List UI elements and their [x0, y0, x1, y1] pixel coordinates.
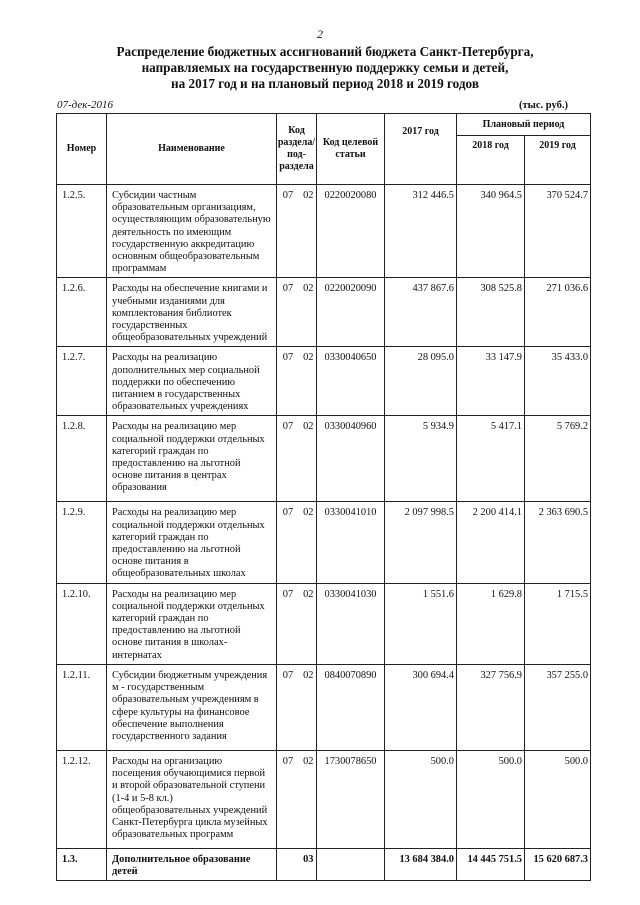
row-name: Расходы на реализацию мер социальной поддержки отдельных категорий граждан по предоставлению на льготной основе питания в центрах образования	[107, 416, 277, 502]
row-number: 1.2.11.	[57, 664, 107, 750]
row-name: Расходы на обеспечение книгами и учебными изданиями для комплектования библиотек государственных общеобразовательных учреждений	[107, 278, 277, 347]
section: 07	[282, 588, 294, 600]
table-row	[57, 583, 591, 664]
title-line-2: направляемых на государственную поддержку семьи и детей,	[141, 60, 509, 75]
row-value-2019: 271 036.6	[525, 278, 591, 347]
row-target-code: 0330040960	[317, 416, 385, 502]
header-section-code: Код раздела/ под-раздела	[277, 114, 317, 185]
header-2018: 2018 год	[457, 136, 525, 185]
row-value-2018: 1 629.8	[457, 583, 525, 664]
row-number: 1.2.9.	[57, 502, 107, 583]
subsection: 02	[303, 588, 314, 600]
row-value-2018: 327 756.9	[457, 664, 525, 750]
row-section-code	[277, 848, 317, 880]
row-section-code	[277, 664, 317, 750]
section: 07	[282, 755, 294, 767]
table-row	[57, 185, 591, 278]
row-section-code	[277, 416, 317, 502]
title-line-1: Распределение бюджетных ассигнований бюджета Санкт-Петербурга,	[116, 44, 534, 59]
row-name: Расходы на реализацию мер социальной поддержки отдельных категорий граждан по предоставлению на льготной основе питания в общеобразовательных школах	[107, 502, 277, 583]
page-number: 2	[317, 27, 323, 41]
row-section-code	[277, 185, 317, 278]
document-date: 07-дек-2016	[57, 99, 114, 111]
row-number: 1.2.10.	[57, 583, 107, 664]
row-value-2019: 357 255.0	[525, 664, 591, 750]
section: 07	[282, 283, 294, 295]
row-value-2017: 500.0	[385, 750, 457, 848]
subsection: 02	[303, 755, 314, 767]
table-row	[57, 502, 591, 583]
row-name: Субсидии частным образовательным организациям, осуществляющим образовательную деятельность по имеющим государственную аккредитацию основным общеобразовательным программам	[107, 185, 277, 278]
row-value-2018: 500.0	[457, 750, 525, 848]
row-value-2019: 370 524.7	[525, 185, 591, 278]
table-row	[57, 416, 591, 502]
row-target-code: 0330041010	[317, 502, 385, 583]
section: 07	[282, 421, 294, 433]
row-number: 1.3.	[57, 848, 107, 880]
header-target-code: Код целевой статьи	[317, 114, 385, 185]
title-line-3: на 2017 год и на плановый период 2018 и 2019 годов	[171, 76, 479, 91]
row-value-2017: 300 694.4	[385, 664, 457, 750]
row-value-2017: 437 867.6	[385, 278, 457, 347]
row-value-2017: 28 095.0	[385, 347, 457, 416]
row-section-code	[277, 750, 317, 848]
row-value-2019: 5 769.2	[525, 416, 591, 502]
row-value-2017: 13 684 384.0	[385, 848, 457, 880]
subsection: 02	[303, 190, 314, 201]
document-title	[60, 44, 590, 92]
row-name: Расходы на реализацию мер социальной поддержки отдельных категорий граждан по предоставлению на льготной основе питания в школах-интернатах	[107, 583, 277, 664]
row-value-2018: 2 200 414.1	[457, 502, 525, 583]
header-number: Номер	[57, 114, 107, 185]
row-name: Расходы на организацию посещения обучающимися первой и второй образовательной ступени (1-4 и 5-8 кл.) общеобразовательных учреждений Санкт-Петербурга цикла музейных образовательных программ	[107, 750, 277, 848]
subsection: 02	[303, 352, 314, 364]
row-value-2017: 5 934.9	[385, 416, 457, 502]
table-row	[57, 750, 591, 848]
subsection: 02	[303, 421, 314, 433]
row-target-code: 0840070890	[317, 664, 385, 750]
table-row	[57, 278, 591, 347]
table-row	[57, 664, 591, 750]
row-section-code	[277, 583, 317, 664]
section: 07	[282, 190, 294, 201]
row-value-2018: 340 964.5	[457, 185, 525, 278]
budget-table	[56, 113, 591, 881]
row-number: 1.2.7.	[57, 347, 107, 416]
row-name: Расходы на реализацию дополнительных мер социальной поддержки по обеспечению питанием в государственных образовательных учреждениях	[107, 347, 277, 416]
row-value-2017: 312 446.5	[385, 185, 457, 278]
row-target-code: 0330040650	[317, 347, 385, 416]
row-target-code: 1730078650	[317, 750, 385, 848]
section: 07	[282, 669, 294, 681]
row-name: Субсидии бюджетным учреждения м - государственным образовательным учреждениям в сфере культуры на финансовое обеспечение выполнения государственного задания	[107, 664, 277, 750]
row-value-2017: 2 097 998.5	[385, 502, 457, 583]
row-number: 1.2.8.	[57, 416, 107, 502]
row-target-code	[317, 848, 385, 880]
subsection: 02	[303, 507, 314, 519]
header-planned-period: Плановый период	[457, 114, 591, 136]
row-target-code: 0220020080	[317, 185, 385, 278]
units-label: (тыс. руб.)	[519, 100, 568, 111]
header-name: Наименование	[107, 114, 277, 185]
row-value-2017: 1 551.6	[385, 583, 457, 664]
table-row	[57, 848, 591, 880]
row-value-2019: 500.0	[525, 750, 591, 848]
subsection: 02	[303, 283, 314, 295]
row-value-2018: 33 147.9	[457, 347, 525, 416]
row-section-code	[277, 278, 317, 347]
row-value-2019: 1 715.5	[525, 583, 591, 664]
row-value-2019: 35 433.0	[525, 347, 591, 416]
row-number: 1.2.5.	[57, 185, 107, 278]
header-2019: 2019 год	[525, 136, 591, 185]
section: 07	[282, 507, 294, 519]
row-section-code	[277, 502, 317, 583]
row-value-2018: 14 445 751.5	[457, 848, 525, 880]
row-target-code: 0330041030	[317, 583, 385, 664]
subsection: 02	[303, 669, 314, 681]
header-2017: 2017 год	[385, 114, 457, 185]
row-number: 1.2.12.	[57, 750, 107, 848]
row-section-code	[277, 347, 317, 416]
subsection: 03	[303, 853, 314, 865]
section: 07	[282, 352, 294, 364]
row-value-2019: 2 363 690.5	[525, 502, 591, 583]
table-row	[57, 347, 591, 416]
row-target-code: 0220020090	[317, 278, 385, 347]
row-value-2019: 15 620 687.3	[525, 848, 591, 880]
row-value-2018: 5 417.1	[457, 416, 525, 502]
row-number: 1.2.6.	[57, 278, 107, 347]
row-name: Дополнительное образование детей	[107, 848, 277, 880]
row-value-2018: 308 525.8	[457, 278, 525, 347]
